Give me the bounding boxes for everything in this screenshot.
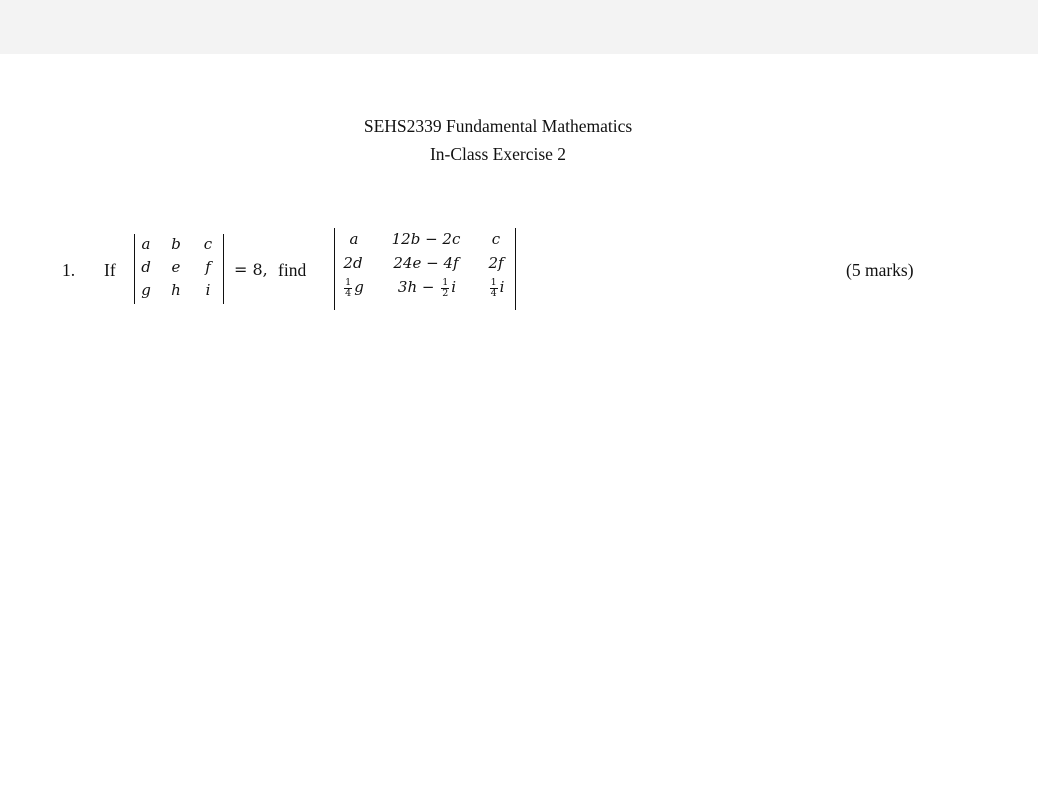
question-1 xyxy=(62,226,962,316)
find-text: find xyxy=(278,260,307,280)
title-block xyxy=(0,112,996,168)
det-entry: e xyxy=(171,258,181,276)
det-entry: 2f xyxy=(488,254,504,272)
given-determinant xyxy=(134,234,224,304)
det-entry: 2d xyxy=(343,254,363,272)
det-entry: 24e − 4f xyxy=(393,254,459,272)
exercise-title: In-Class Exercise 2 xyxy=(429,144,567,164)
det-entry: g xyxy=(141,281,151,299)
fraction: $\frac{1}{4}$ xyxy=(490,277,497,299)
course-title: SEHS2339 Fundamental Mathematics xyxy=(363,116,633,136)
det-entry: d xyxy=(141,258,151,276)
if-text: If xyxy=(104,260,116,280)
fraction: $\frac{1}{4}$ xyxy=(345,277,352,299)
det-entry: b xyxy=(171,235,181,253)
target-determinant xyxy=(334,228,516,310)
det-entry: c xyxy=(491,230,501,248)
det-entry: f xyxy=(205,258,211,276)
det-entry: $\frac{1}{4}$ g xyxy=(345,277,364,299)
det-entry: $\frac{1}{4}$ i xyxy=(490,277,505,299)
det-entry: 12b − 2c xyxy=(391,230,461,248)
det-entry: h xyxy=(171,281,181,299)
equals-eight: = 8, xyxy=(234,260,268,279)
marks-label: (5 marks) xyxy=(846,260,914,280)
det-entry: a xyxy=(349,230,359,248)
det-entry: a xyxy=(141,235,151,253)
fraction: $\frac{1}{2}$ xyxy=(442,277,449,299)
det-entry: i xyxy=(205,281,211,299)
document-page xyxy=(0,54,1038,805)
det-entry: 3h − $\frac{1}{2}$ i xyxy=(397,277,457,299)
det-entry: c xyxy=(203,235,213,253)
question-number: 1. xyxy=(62,260,76,280)
viewer-top-band xyxy=(0,0,1038,54)
